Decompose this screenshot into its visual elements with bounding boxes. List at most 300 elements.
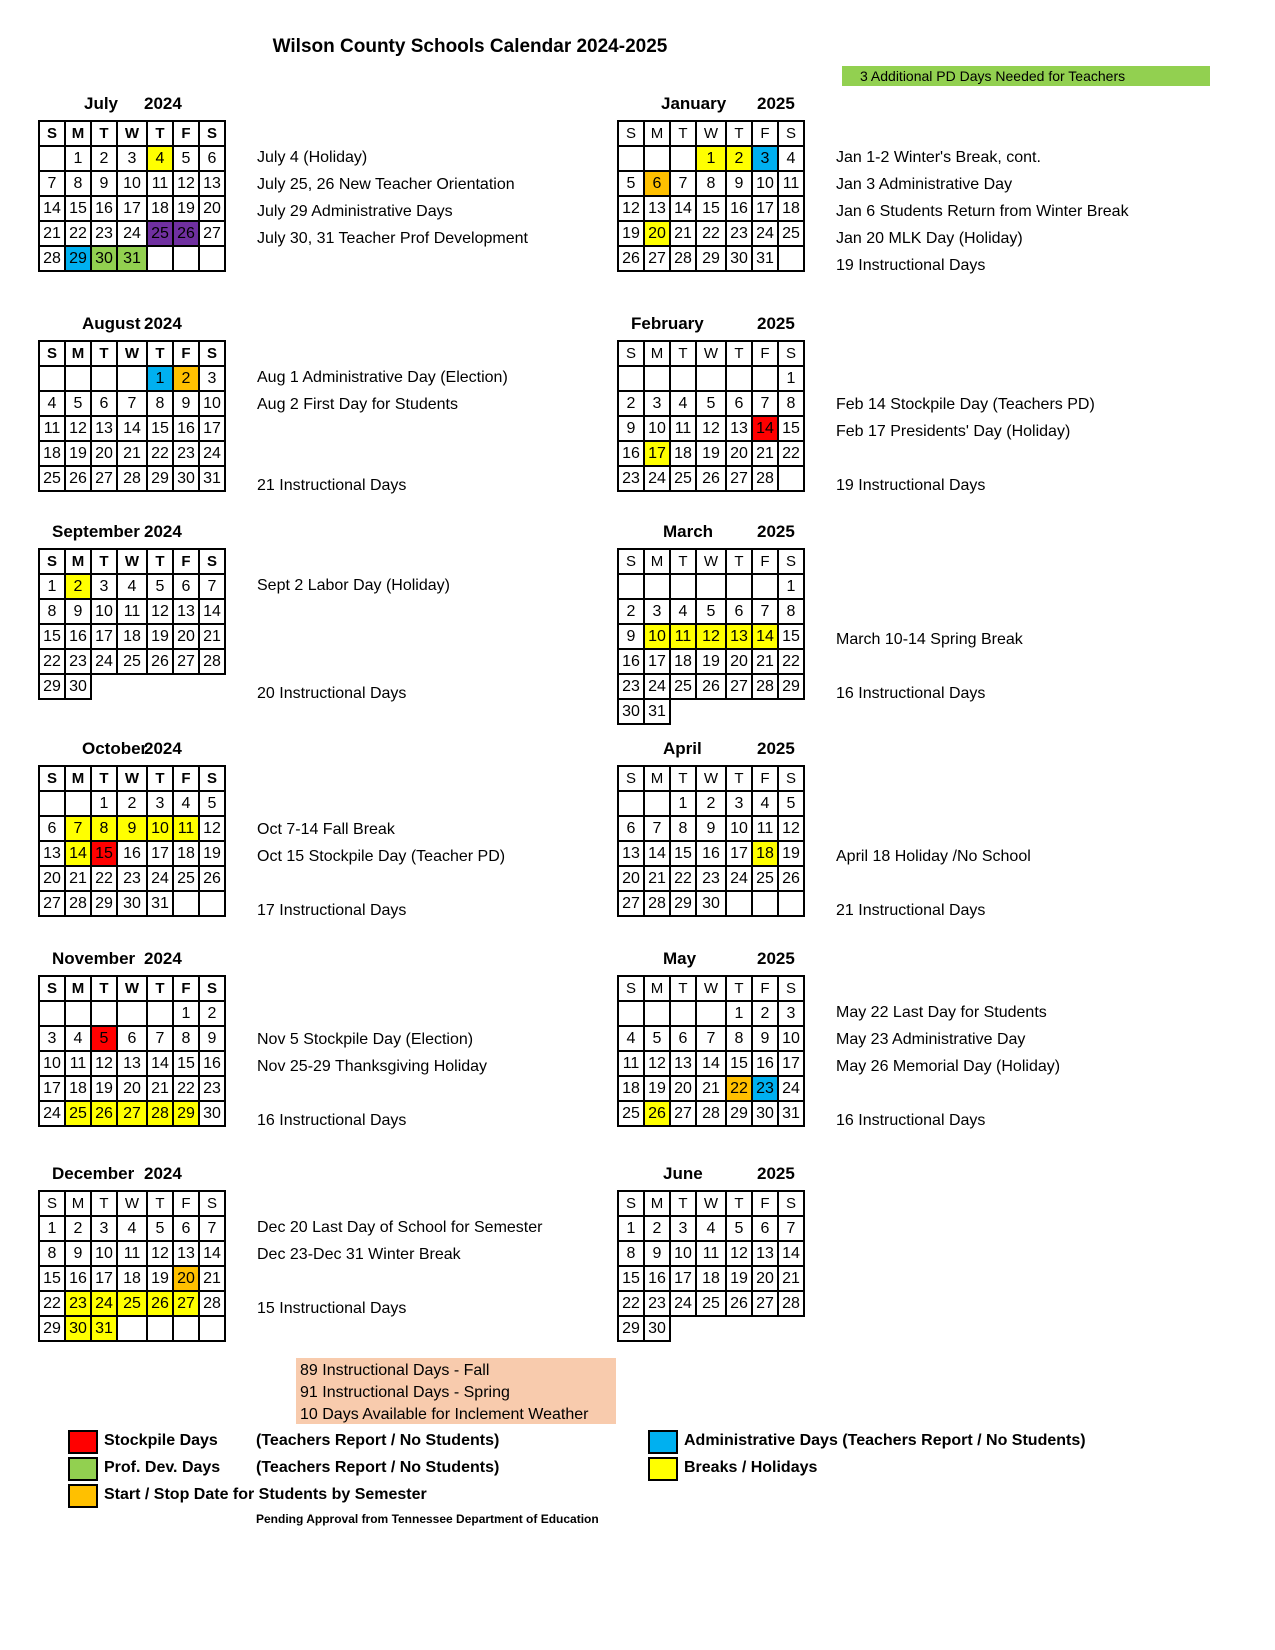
month-october [38,739,506,919]
day-cell: 6 [644,171,670,196]
day-cell: 20 [117,1076,147,1101]
day-cell: 29 [670,891,696,916]
day-cell: 27 [726,674,752,699]
day-cell: 16 [752,1051,778,1076]
month-name: December [52,1164,135,1183]
empty-cell [696,574,726,599]
day-cell: 22 [726,1076,752,1101]
month-grid [38,120,226,272]
day-cell: 13 [91,416,117,441]
day-cell: 1 [39,1216,65,1241]
day-cell: 24 [726,866,752,891]
day-cell: 15 [726,1051,752,1076]
month-year: 2025 [757,314,795,333]
day-cell: 25 [117,649,147,674]
weekday-header: M [65,549,91,574]
day-cell: 9 [644,1241,670,1266]
weekday-header: S [199,341,225,366]
month-note: Aug 1 Administrative Day (Election) [257,369,508,386]
day-cell: 8 [39,599,65,624]
day-cell: 20 [39,866,65,891]
month-header [38,1158,268,1184]
weekday-header: W [117,1191,147,1216]
empty-cell [147,1316,173,1341]
weekday-header: S [778,121,804,146]
day-cell: 24 [147,866,173,891]
day-cell: 3 [39,1026,65,1051]
month-header [617,516,847,542]
day-cell: 25 [173,866,199,891]
day-cell: 2 [91,146,117,171]
day-cell: 4 [670,391,696,416]
weekday-header: T [147,121,173,146]
empty-cell [147,1001,173,1026]
day-cell: 16 [726,196,752,221]
month-note: Nov 25-29 Thanksgiving Holiday [257,1058,488,1075]
day-cell: 6 [752,1216,778,1241]
weekday-header: T [91,1191,117,1216]
day-cell: 9 [726,171,752,196]
legend-profdev-detail: (Teachers Report / No Students) [256,1459,500,1476]
day-cell: 4 [778,146,804,171]
day-cell: 16 [696,841,726,866]
day-cell: 21 [644,866,670,891]
month-note: Sept 2 Labor Day (Holiday) [257,577,450,594]
legend-startstop-label: Start / Stop Date for Students by Semester [104,1486,427,1503]
day-cell: 18 [117,624,147,649]
empty-cell [147,246,173,271]
weekday-header: W [117,341,147,366]
day-cell: 11 [618,1051,644,1076]
day-cell: 31 [644,699,670,724]
day-cell: 2 [199,1001,225,1026]
day-cell: 20 [644,221,670,246]
day-cell: 10 [644,416,670,441]
day-cell: 1 [65,146,91,171]
month-year: 2024 [144,94,182,113]
day-cell: 30 [752,1101,778,1126]
day-cell: 7 [696,1026,726,1051]
day-cell: 29 [618,1316,644,1341]
day-cell: 18 [39,441,65,466]
legend-stockpile-swatch [68,1430,98,1454]
day-cell: 28 [199,1291,225,1316]
day-cell: 10 [670,1241,696,1266]
weekday-header: F [752,341,778,366]
day-cell: 22 [670,866,696,891]
month-note: 17 Instructional Days [257,902,407,919]
day-cell: 22 [39,1291,65,1316]
weekday-header: T [726,121,752,146]
month-may [617,949,1061,1129]
day-cell: 10 [91,599,117,624]
weekday-header: S [39,1191,65,1216]
day-cell: 25 [65,1101,91,1126]
empty-cell [618,791,644,816]
day-cell: 6 [173,574,199,599]
day-cell: 23 [173,441,199,466]
day-cell: 19 [147,1266,173,1291]
day-cell: 3 [199,366,225,391]
weekday-header: S [618,121,644,146]
legend-stockpile-detail: (Teachers Report / No Students) [256,1432,500,1449]
month-note: Oct 7-14 Fall Break [257,821,395,838]
day-cell: 15 [39,624,65,649]
month-grid [617,1190,805,1342]
day-cell: 23 [696,866,726,891]
month-header [38,88,268,114]
day-cell: 12 [199,816,225,841]
day-cell: 15 [173,1051,199,1076]
month-note: Jan 6 Students Return from Winter Break [836,203,1129,220]
day-cell: 30 [173,466,199,491]
day-cell: 17 [147,841,173,866]
day-cell: 30 [618,699,644,724]
day-cell: 13 [199,171,225,196]
day-cell: 14 [644,841,670,866]
day-cell: 13 [618,841,644,866]
weekday-header: T [670,1191,696,1216]
day-cell: 19 [726,1266,752,1291]
empty-cell [644,574,670,599]
day-cell: 11 [696,1241,726,1266]
empty-cell [670,146,696,171]
day-cell: 1 [618,1216,644,1241]
day-cell: 25 [670,466,696,491]
empty-cell [65,1001,91,1026]
day-cell: 27 [670,1101,696,1126]
day-cell: 3 [644,391,670,416]
weekday-header: M [65,766,91,791]
weekday-header: W [696,976,726,1001]
day-cell: 9 [618,416,644,441]
day-cell: 5 [147,1216,173,1241]
weekday-header: M [644,121,670,146]
day-cell: 30 [696,891,726,916]
day-cell: 6 [39,816,65,841]
weekday-header: T [147,549,173,574]
day-cell: 25 [778,221,804,246]
month-note: 15 Instructional Days [257,1300,407,1317]
day-cell: 26 [91,1101,117,1126]
day-cell: 17 [752,196,778,221]
day-cell: 29 [778,674,804,699]
day-cell: 18 [173,841,199,866]
day-cell: 15 [696,196,726,221]
day-cell: 5 [696,599,726,624]
day-cell: 6 [117,1026,147,1051]
month-december [38,1164,543,1342]
day-cell: 29 [39,674,65,699]
day-cell: 10 [778,1026,804,1051]
month-grid [617,548,805,725]
day-cell: 31 [147,891,173,916]
day-cell: 19 [65,441,91,466]
day-cell: 20 [726,441,752,466]
weekday-header: M [644,341,670,366]
day-cell: 10 [147,816,173,841]
day-cell: 15 [618,1266,644,1291]
empty-cell [778,246,804,271]
weekday-header: T [670,549,696,574]
day-cell: 14 [147,1051,173,1076]
weekday-header: W [696,766,726,791]
day-cell: 5 [644,1026,670,1051]
day-cell: 26 [644,1101,670,1126]
day-cell: 27 [752,1291,778,1316]
day-cell: 7 [752,391,778,416]
month-grid [617,765,805,917]
day-cell: 22 [147,441,173,466]
day-cell: 26 [618,246,644,271]
day-cell: 23 [644,1291,670,1316]
day-cell: 8 [618,1241,644,1266]
day-cell: 24 [39,1101,65,1126]
day-cell: 11 [778,171,804,196]
day-cell: 30 [65,674,91,699]
day-cell: 24 [644,674,670,699]
empty-cell [618,146,644,171]
day-cell: 14 [752,416,778,441]
weekday-header: F [173,341,199,366]
weekday-header: S [39,121,65,146]
summary-fall: 89 Instructional Days - Fall [300,1362,490,1379]
day-cell: 9 [696,816,726,841]
month-header [617,733,847,759]
month-grid [38,1190,226,1342]
weekday-header: F [752,549,778,574]
day-cell: 27 [117,1101,147,1126]
month-name: January [661,94,727,113]
weekday-header: S [39,549,65,574]
legend-profdev-swatch [68,1457,98,1481]
month-note: May 22 Last Day for Students [836,1004,1047,1021]
day-cell: 4 [618,1026,644,1051]
day-cell: 12 [726,1241,752,1266]
empty-cell [726,891,752,916]
day-cell: 7 [778,1216,804,1241]
day-cell: 7 [39,171,65,196]
empty-cell [670,574,696,599]
month-note: Jan 20 MLK Day (Holiday) [836,230,1023,247]
day-cell: 11 [117,599,147,624]
month-note: Oct 15 Stockpile Day (Teacher PD) [257,848,506,865]
day-cell: 21 [117,441,147,466]
weekday-header: M [65,976,91,1001]
legend-breaks-swatch [648,1457,678,1481]
day-cell: 5 [618,171,644,196]
day-cell: 25 [117,1291,147,1316]
month-year: 2024 [144,522,182,541]
day-cell: 12 [91,1051,117,1076]
day-cell: 17 [644,649,670,674]
weekday-header: T [670,766,696,791]
weekday-header: F [173,1191,199,1216]
legend-breaks-label: Breaks / Holidays [684,1459,818,1476]
day-cell: 24 [91,649,117,674]
day-cell: 21 [39,221,65,246]
day-cell: 3 [752,146,778,171]
month-name: July [84,94,119,113]
month-name: June [663,1164,703,1183]
empty-cell [778,891,804,916]
day-cell: 9 [199,1026,225,1051]
day-cell: 19 [696,649,726,674]
month-note: April 18 Holiday /No School [836,848,1031,865]
weekday-header: S [618,549,644,574]
day-cell: 11 [670,624,696,649]
day-cell: 5 [199,791,225,816]
weekday-header: T [726,1191,752,1216]
weekday-header: W [696,341,726,366]
day-cell: 6 [670,1026,696,1051]
month-note: 19 Instructional Days [836,257,986,274]
day-cell: 17 [91,1266,117,1291]
legend-startstop-swatch [68,1484,98,1508]
day-cell: 18 [752,841,778,866]
month-note: Jan 1-2 Winter's Break, cont. [836,149,1041,166]
day-cell: 3 [726,791,752,816]
weekday-header: T [91,341,117,366]
day-cell: 21 [199,624,225,649]
month-note: 21 Instructional Days [257,477,407,494]
empty-cell [726,574,752,599]
day-cell: 15 [65,196,91,221]
empty-cell [199,1316,225,1341]
day-cell: 2 [173,366,199,391]
day-cell: 21 [752,649,778,674]
day-cell: 28 [644,891,670,916]
month-february [617,314,1095,494]
month-note: May 23 Administrative Day [836,1031,1026,1048]
weekday-header: M [65,121,91,146]
day-cell: 10 [726,816,752,841]
day-cell: 4 [39,391,65,416]
weekday-header: T [670,976,696,1001]
day-cell: 27 [91,466,117,491]
day-cell: 6 [726,599,752,624]
day-cell: 18 [670,649,696,674]
day-cell: 22 [91,866,117,891]
weekday-header: S [39,766,65,791]
day-cell: 1 [778,574,804,599]
day-cell: 7 [147,1026,173,1051]
day-cell: 16 [173,416,199,441]
day-cell: 19 [147,624,173,649]
day-cell: 13 [173,599,199,624]
empty-cell [696,1001,726,1026]
day-cell: 24 [670,1291,696,1316]
day-cell: 27 [644,246,670,271]
month-june [617,1164,805,1342]
day-cell: 12 [147,599,173,624]
day-cell: 22 [39,649,65,674]
month-header [38,733,268,759]
month-note: Dec 20 Last Day of School for Semester [257,1219,543,1236]
day-cell: 21 [670,221,696,246]
day-cell: 14 [65,841,91,866]
day-cell: 4 [147,146,173,171]
day-cell: 26 [696,466,726,491]
day-cell: 12 [696,624,726,649]
day-cell: 16 [117,841,147,866]
day-cell: 30 [199,1101,225,1126]
day-cell: 18 [618,1076,644,1101]
month-year: 2025 [757,949,795,968]
day-cell: 14 [778,1241,804,1266]
day-cell: 5 [726,1216,752,1241]
weekday-header: T [91,549,117,574]
month-note: July 30, 31 Teacher Prof Development [257,230,528,247]
day-cell: 5 [778,791,804,816]
day-cell: 29 [39,1316,65,1341]
legend-profdev-label: Prof. Dev. Days [104,1459,221,1476]
weekday-header: T [670,121,696,146]
month-year: 2024 [144,1164,182,1183]
day-cell: 4 [173,791,199,816]
day-cell: 18 [670,441,696,466]
day-cell: 8 [39,1241,65,1266]
day-cell: 19 [91,1076,117,1101]
day-cell: 15 [147,416,173,441]
day-cell: 27 [39,891,65,916]
day-cell: 8 [65,171,91,196]
day-cell: 10 [91,1241,117,1266]
day-cell: 9 [618,624,644,649]
day-cell: 5 [147,574,173,599]
day-cell: 27 [726,466,752,491]
weekday-header: M [65,1191,91,1216]
day-cell: 8 [696,171,726,196]
pd-days-banner: 3 Additional PD Days Needed for Teachers [842,66,1210,86]
month-header [38,308,268,334]
month-july [38,94,528,272]
day-cell: 28 [39,246,65,271]
weekday-header: T [147,341,173,366]
empty-cell [618,574,644,599]
day-cell: 26 [778,866,804,891]
day-cell: 13 [39,841,65,866]
day-cell: 27 [173,1291,199,1316]
weekday-header: W [117,766,147,791]
day-cell: 19 [644,1076,670,1101]
day-cell: 10 [199,391,225,416]
day-cell: 12 [778,816,804,841]
day-cell: 2 [696,791,726,816]
day-cell: 8 [91,816,117,841]
empty-cell [65,366,91,391]
day-cell: 26 [65,466,91,491]
day-cell: 20 [91,441,117,466]
month-november [38,949,488,1129]
day-cell: 16 [618,441,644,466]
day-cell: 2 [644,1216,670,1241]
legend-stockpile-label: Stockpile Days [104,1432,218,1449]
day-cell: 4 [752,791,778,816]
weekday-header: W [117,976,147,1001]
month-year: 2025 [757,739,795,758]
day-cell: 15 [670,841,696,866]
weekday-header: S [778,1191,804,1216]
weekday-header: F [752,1191,778,1216]
month-note: July 29 Administrative Days [257,203,453,220]
day-cell: 24 [117,221,147,246]
day-cell: 11 [670,416,696,441]
day-cell: 15 [39,1266,65,1291]
day-cell: 16 [65,624,91,649]
day-cell: 23 [726,221,752,246]
month-august [38,314,508,494]
